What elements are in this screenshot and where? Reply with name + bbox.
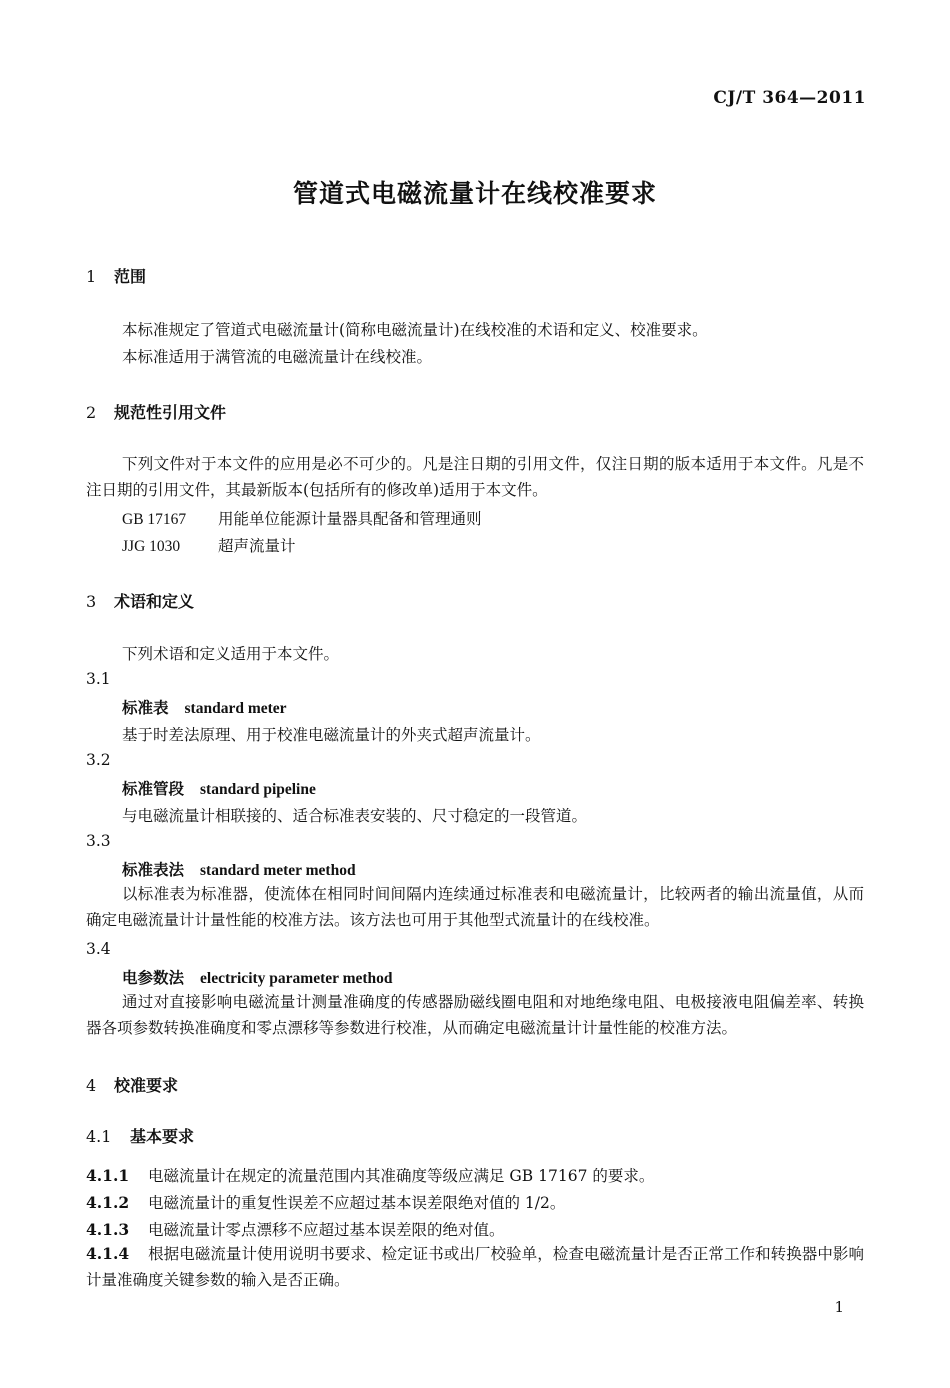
page-number: 1 xyxy=(834,1298,844,1316)
reference-code: JJG 1030 xyxy=(122,538,181,555)
term-heading xyxy=(122,696,287,718)
section-title: 术语和定义 xyxy=(114,592,195,611)
section-title: 范围 xyxy=(114,267,147,286)
clause-item xyxy=(86,1164,654,1186)
document-title: 管道式电磁流量计在线校准要求 xyxy=(292,179,657,208)
term-en: electricity parameter method xyxy=(200,970,393,987)
section-number: 3 xyxy=(86,592,97,611)
reference-title: 用能单位能源计量器具配备和管理通则 xyxy=(218,510,482,528)
reference-item xyxy=(122,534,296,556)
section-title: 规范性引用文件 xyxy=(114,403,227,422)
term-definition: 与电磁流量计相联接的、适合标准表安装的、尺寸稳定的一段管道。 xyxy=(122,807,588,825)
term-number: 3.1 xyxy=(86,670,111,688)
subsection-heading xyxy=(86,1124,194,1147)
subsection-title: 基本要求 xyxy=(130,1127,195,1146)
clause-text: 电磁流量计零点漂移不应超过基本误差限的绝对值。 xyxy=(148,1221,505,1239)
term-cn: 标准表 xyxy=(122,698,169,717)
term-en: standard meter method xyxy=(200,862,356,879)
term-cn: 电参数法 xyxy=(122,968,185,987)
reference-code: GB 17167 xyxy=(122,511,187,528)
paragraph: 下列文件对于本文件的应用是必不可少的。凡是注日期的引用文件，仅注日期的版本适用于本文件。凡是不注日期的引用文件，其最新版本(包括所有的修改单)适用于本文件。 xyxy=(86,455,864,499)
paragraph: 本标准适用于满管流的电磁流量计在线校准。 xyxy=(122,348,433,366)
section-title: 校准要求 xyxy=(114,1076,179,1095)
reference-title: 超声流量计 xyxy=(218,537,296,555)
term-en: standard meter xyxy=(184,700,287,717)
term-definition: 基于时差法原理、用于校准电磁流量计的外夹式超声流量计。 xyxy=(122,726,541,744)
clause-item xyxy=(86,1241,864,1293)
term-cn: 标准表法 xyxy=(122,860,185,879)
reference-item xyxy=(122,507,482,529)
clause-item xyxy=(86,1191,565,1213)
term-definition: 以标准表为标准器，使流体在相同时间间隔内连续通过标准表和电磁流量计，比较两者的输出流量值，从而确定电磁流量计计量性能的校准方法。该方法也可用于其他型式流量计的在线校准。 xyxy=(86,885,864,929)
standard-code: CJ/T 364—2011 xyxy=(713,88,866,108)
section-4-heading xyxy=(86,1073,178,1096)
term-heading xyxy=(122,858,356,880)
term-number: 3.4 xyxy=(86,940,111,958)
paragraph: 下列术语和定义适用于本文件。 xyxy=(122,645,340,663)
term-definition: 通过对直接影响电磁流量计测量准确度的传感器励磁线圈电阻和对地绝缘电阻、电极接液电阻偏差率、转换器各项参数转换准确度和零点漂移等参数进行校准，从而确定电磁流量计计量性能的校准方法。 xyxy=(86,993,864,1037)
clause-number: 4.1.2 xyxy=(86,1193,130,1212)
term-number: 3.3 xyxy=(86,832,111,850)
section-3-heading xyxy=(86,589,194,612)
section-1-heading xyxy=(86,264,146,287)
clause-text: 电磁流量计的重复性误差不应超过基本误差限绝对值的 1/2。 xyxy=(148,1194,566,1212)
section-number: 2 xyxy=(86,403,97,422)
section-number: 4 xyxy=(86,1076,97,1095)
clause-text: 电磁流量计在规定的流量范围内其准确度等级应满足 GB 17167 的要求。 xyxy=(148,1167,655,1185)
clause-number: 4.1.4 xyxy=(86,1244,130,1263)
term-en: standard pipeline xyxy=(200,781,316,798)
clause-item xyxy=(86,1218,505,1240)
term-number: 3.2 xyxy=(86,751,111,769)
term-cn: 标准管段 xyxy=(122,779,185,798)
term-heading xyxy=(122,966,393,988)
section-number: 1 xyxy=(86,267,97,286)
paragraph: 本标准规定了管道式电磁流量计(简称电磁流量计)在线校准的术语和定义、校准要求。 xyxy=(122,321,708,339)
term-heading xyxy=(122,777,316,799)
clause-number: 4.1.3 xyxy=(86,1220,130,1239)
subsection-number: 4.1 xyxy=(86,1127,112,1146)
section-2-heading xyxy=(86,400,226,423)
clause-text: 根据电磁流量计使用说明书要求、检定证书或出厂校验单，检查电磁流量计是否正常工作和转换器中影响计量准确度关键参数的输入是否正确。 xyxy=(86,1245,864,1289)
clause-number: 4.1.1 xyxy=(86,1166,130,1185)
